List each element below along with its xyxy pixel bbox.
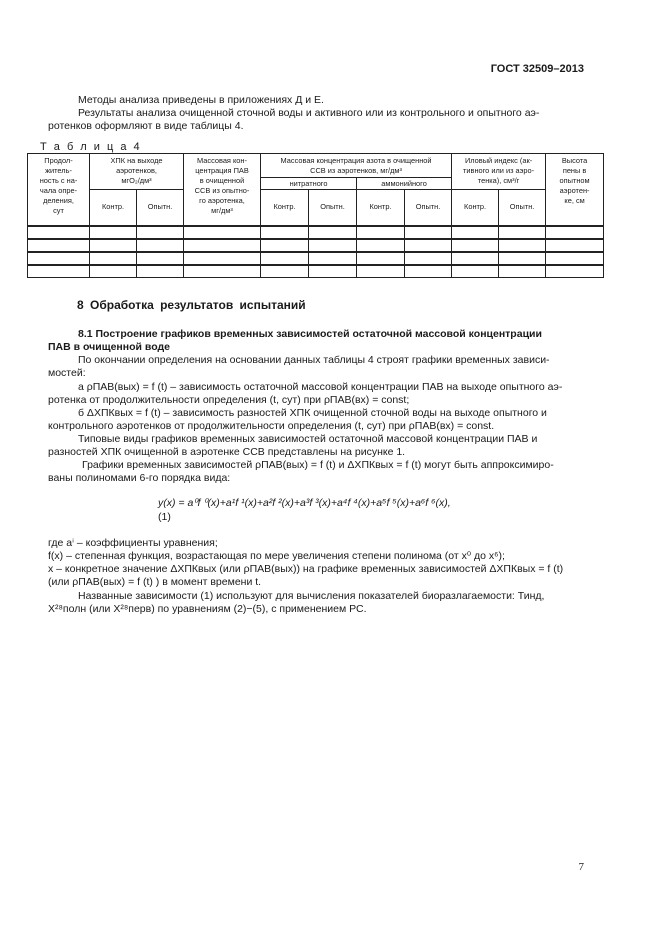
p3-line-1: Графики временных зависимостей ρПАВ(вых) = f (t) и ΔХПКвых = f (t) могут быть аппроксимиро- xyxy=(82,459,554,471)
equation-1: y(x) = a⁰f ⁰(x)+a¹f ¹(x)+a²f ²(x)+a³f ³(x)+a⁴f ⁴(x)+a⁵f ⁵(x)+a⁶f ⁶(x), (1) xyxy=(158,497,451,523)
p3-line-2: ваны полиномами 6-го порядка вида: xyxy=(48,472,231,484)
header-sludge-index: Иловый индекс (ак- тивного или из аэро- тенка), см³/г xyxy=(452,154,546,190)
sludge-contr: Контр. xyxy=(452,190,499,226)
header-ammonium: аммонийного xyxy=(357,178,452,190)
item-a-line-2: ротенка от продолжительности определения (t, сут) при ρПАВ(вх) = const; xyxy=(48,394,410,406)
p4-line-1: Названные зависимости (1) используют для вычисления показателей биоразлагаемости: Тинд, xyxy=(78,590,545,602)
p2-line-2: разностей ХПК очищенной в аэротенке ССВ представлены на рисунке 1. xyxy=(48,446,406,458)
intro-line-1: Методы анализа приведены в приложениях Д и Е. xyxy=(78,94,324,106)
nitrate-opyt: Опытн. xyxy=(309,190,357,226)
table-row xyxy=(28,239,604,252)
table-row xyxy=(28,265,604,278)
table-4 xyxy=(27,153,604,278)
hpk-opyt: Опытн. xyxy=(137,190,184,226)
subsection-title-line-2: ПАВ в очищенной воде xyxy=(48,341,170,353)
item-a-line-1: а ρПАВ(вых) = f (t) – зависимость остаточной массовой концентрации ПАВ на выходе опытного аэ- xyxy=(78,381,563,393)
item-b-line-1: б ΔХПКвых = f (t) – зависимость разностей ХПК очищенной сточной воды на выходе опытного и xyxy=(78,407,547,419)
table-row xyxy=(28,226,604,239)
item-b-line-2: контрольного аэротенков от продолжительности определения (t, сут) при ρПАВ(вх) = const. xyxy=(48,420,495,432)
nitrate-contr: Контр. xyxy=(261,190,309,226)
subsection-title-line-1: 8.1 Построение графиков временных зависимостей остаточной массовой концентрации xyxy=(78,328,542,340)
table-caption: Т а б л и ц а 4 xyxy=(40,141,142,153)
document-id: ГОСТ 32509–2013 xyxy=(490,63,584,75)
header-nitrate: нитратного xyxy=(261,178,357,190)
where-line-1: где aⁱ – коэффициенты уравнения; xyxy=(48,537,218,549)
header-pav: Массовая кон- центрация ПАВ в очищенной ССВ из опытно- го аэротенка, мг/дм³ xyxy=(184,154,261,226)
ammonium-contr: Контр. xyxy=(357,190,405,226)
header-hpk: ХПК на выходе аэротенков, мгО₂/дм³ xyxy=(90,154,184,190)
p2-line-1: Типовые виды графиков временных зависимостей остаточной массовой концентрации ПАВ и xyxy=(78,433,538,445)
where-line-3: x – конкретное значение ΔХПКвых (или ρПАВ(вых)) на графике временных зависимостей ΔХПКвых = f (t) xyxy=(48,563,564,575)
sludge-opyt: Опытн. xyxy=(499,190,546,226)
ammonium-opyt: Опытн. xyxy=(405,190,452,226)
table-row xyxy=(28,252,604,265)
hpk-contr: Контр. xyxy=(90,190,137,226)
section-8-title: 8 Обработка результатов испытаний xyxy=(77,298,306,312)
header-foam-height: Высота пены в опытном аэротен- ке, см xyxy=(546,154,604,226)
equation-number: (1) xyxy=(158,511,171,523)
where-line-2: f(x) – степенная функция, возрастающая по мере увеличения степени полинома (от x⁰ до x⁶); xyxy=(48,550,505,562)
page-number: 7 xyxy=(578,861,584,873)
p1-line-1: По окончании определения на основании данных таблицы 4 строят графики временных зависи- xyxy=(78,354,550,366)
header-duration: Продол- житель- ность с на- чала опре- деления, сут xyxy=(28,154,90,226)
p1-line-2: мостей: xyxy=(48,367,86,379)
intro-line-3: ротенков оформляют в виде таблицы 4. xyxy=(48,120,244,132)
p4-line-2: X²⁸полн (или X²⁸перв) по уравнениям (2)−(5), с применением РС. xyxy=(48,603,367,615)
where-line-4: (или ρПАВ(вых) = f (t) ) в момент времени t. xyxy=(48,576,262,588)
header-nitrogen: Массовая концентрация азота в очищенной ССВ из аэротенков, мг/дм³ xyxy=(261,154,452,178)
intro-line-2: Результаты анализа очищенной сточной воды и активного или из контрольного и опытного аэ- xyxy=(78,107,540,119)
